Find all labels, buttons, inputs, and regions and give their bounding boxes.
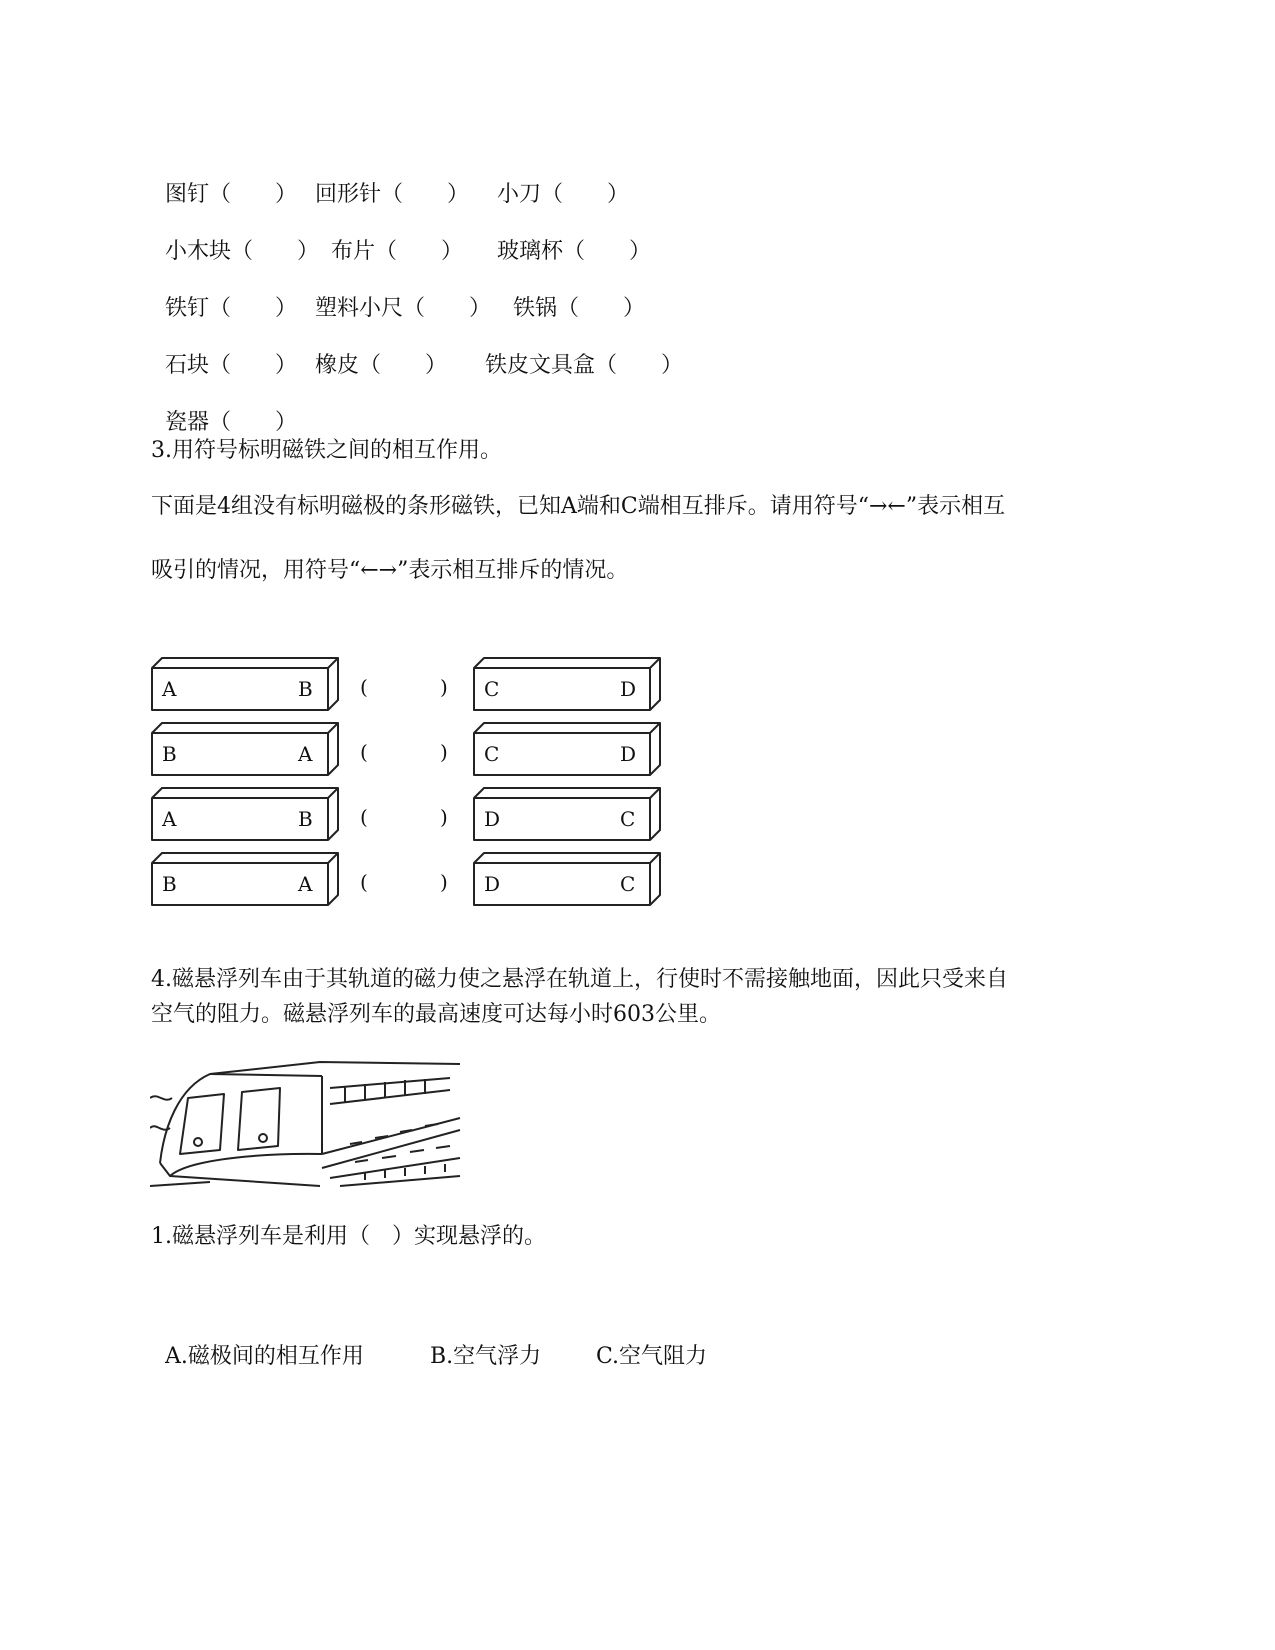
magnet-pole-label: D [620,677,637,701]
item: 铁锅（ ） [513,296,646,321]
item: 塑料小尺（ ） [315,296,492,321]
bar-magnet [152,788,338,840]
maglev-train-illustration [150,1058,465,1190]
magnet-pole-label: B [162,742,177,766]
item: 石块（ ） [165,353,298,378]
item: 布片（ ） [331,239,464,264]
items-row-4 [151,321,683,381]
answer-paren-open: ( [360,805,368,829]
magnet-pole-label: C [620,807,636,831]
answer-paren-close: ) [440,805,448,829]
q4-options [151,1312,707,1372]
magnet-pole-label: C [484,677,500,701]
magnet-pole-label: D [484,807,501,831]
item: 回形针（ ） [315,182,470,207]
option-a: A.磁极间的相互作用 [165,1344,364,1369]
magnet-pole-label: D [484,872,501,896]
bar-magnet [152,723,338,775]
item: 铁钉（ ） [165,296,298,321]
magnet-pole-label: A [298,872,313,896]
items-row-2 [151,207,651,267]
q4-text-line-1: 4.磁悬浮列车由于其轨道的磁力使之悬浮在轨道上，行使时不需接触地面，因此只受来自 [151,967,1008,992]
bar-magnet [474,723,660,775]
answer-paren-close: ) [440,675,448,699]
q3-title: 3.用符号标明磁铁之间的相互作用。 [151,438,502,463]
bar-magnet [152,853,338,905]
magnet-pole-label: B [162,872,177,896]
option-c: C.空气阻力 [596,1344,708,1369]
magnet-pole-label: C [484,742,500,766]
item: 小木块（ ） [165,239,320,264]
item: 橡皮（ ） [315,353,448,378]
bar-magnet [152,658,338,710]
magnet-pole-label: A [298,742,313,766]
magnet-pole-label: D [620,742,637,766]
item: 图钉（ ） [165,182,298,207]
q3-description-line-2: 吸引的情况，用符号“←→”表示相互排斥的情况。 [151,558,629,583]
item: 玻璃杯（ ） [497,239,652,264]
bar-magnet [474,658,660,710]
option-b: B.空气浮力 [430,1344,542,1369]
answer-paren-close: ) [440,870,448,894]
magnet-pole-label: B [298,807,313,831]
q4-sub-question-1: 1.磁悬浮列车是利用（ ）实现悬浮的。 [151,1224,546,1249]
items-row-5 [151,378,297,438]
magnet-pole-label: C [620,872,636,896]
magnet-pole-label: A [162,677,177,701]
magnet-pole-label: B [298,677,313,701]
item: 小刀（ ） [497,182,630,207]
items-row-3 [151,264,645,324]
magnet-pairs-figure [150,650,690,920]
answer-paren-open: ( [360,740,368,764]
magnet-pole-label: A [162,807,177,831]
item: 瓷器（ ） [165,410,298,435]
bar-magnet [474,853,660,905]
q3-description-line-1: 下面是4组没有标明磁极的条形磁铁，已知A端和C端相互排斥。请用符号“→←”表示相互 [151,494,1006,519]
answer-paren-close: ) [440,740,448,764]
answer-paren-open: ( [360,675,368,699]
answer-paren-open: ( [360,870,368,894]
items-row-1 [151,150,629,210]
bar-magnet [474,788,660,840]
item: 铁皮文具盒（ ） [485,353,684,378]
q4-text-line-2: 空气的阻力。磁悬浮列车的最高速度可达每小时603公里。 [151,1002,721,1027]
